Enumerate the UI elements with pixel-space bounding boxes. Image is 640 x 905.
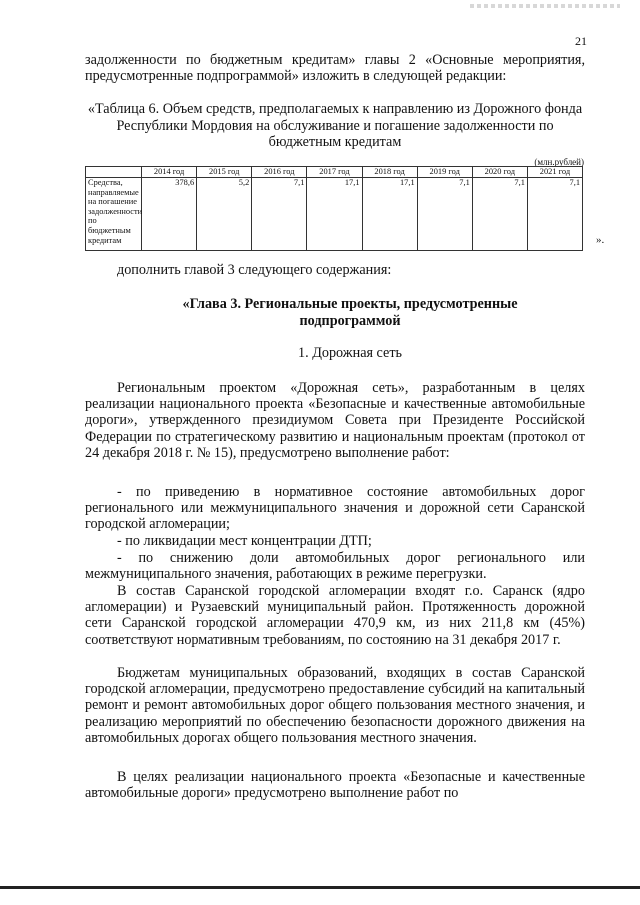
table-header-cell: 2019 год [417,167,472,178]
page-number: 21 [575,34,587,48]
table-cell: 17,1 [307,178,362,251]
table-header-cell: 2016 год [252,167,307,178]
table-cell: 7,1 [472,178,527,251]
table-cell: 5,2 [197,178,252,251]
scan-artifact-top [470,4,620,8]
table-header-cell: 2015 год [197,167,252,178]
table-cell: 7,1 [527,178,582,251]
paragraph-1: Региональным проектом «Дорожная сеть», разработанным в целях реализации национального проекта «Безопасные и качественные автомобильные дороги», утвержденного президиумом Совета при Президенте Российской Федерации по стратегическому развитию и национальным проектам (протокол от 24 декабря 2018 г. № 15), предусмотрено выполнение работ: [85,380,585,461]
table-row [86,178,583,251]
table-header-cell [86,167,142,178]
table-header-row [86,167,583,178]
table-header-cell: 2018 год [362,167,417,178]
table-row-label: Средства, направляемые на погашение задолженности по бюджетным кредитам [86,178,142,251]
chapter-title-line1: «Глава 3. Региональные проекты, предусмотренные [182,296,518,312]
table-units: (млн.рублей) [534,157,584,167]
quote-end-mark: ». [596,234,605,246]
bullet-1: - по приведению в нормативное состояние автомобильных дорог регионального или межмуниципального значения и дорожной сети Саранской городской агломерации; [85,484,585,533]
table-header-cell: 2021 год [527,167,582,178]
section-title: 1. Дорожная сеть [298,345,402,361]
table-cell: 17,1 [362,178,417,251]
paragraph-4: В целях реализации национального проекта «Безопасные и качественные автомобильные дороги» предусмотрено выполнение работ по [85,769,585,802]
table-title: «Таблица 6. Объем средств, предполагаемых к направлению из Дорожного фонда Республики Мордовия на обслуживание и погашение задолженности по бюджетным кредитам [87,101,583,150]
budget-table [85,166,583,251]
table-cell: 7,1 [417,178,472,251]
paragraph-3: Бюджетам муниципальных образований, входящих в состав Саранской городской агломерации, предусмотрено предоставление субсидий на капитальный ремонт и ремонт автомобильных дорог общего пользования местного значения, и реализацию мероприятий по обеспечению безопасности дорожного движения на автомобильных дорогах общего пользования местного значения. [85,665,585,746]
bullet-2: - по ликвидации мест концентрации ДТП; [117,533,372,549]
bullet-3: - по снижению доли автомобильных дорог регионального или межмуниципального значения, работающих в режиме перегрузки. [85,550,585,583]
table-header-cell: 2020 год [472,167,527,178]
table-header-cell: 2017 год [307,167,362,178]
scan-artifact-bottom [0,886,640,889]
chapter-title-line2: подпрограммой [299,313,401,329]
intro-text: задолженности по бюджетным кредитам» главы 2 «Основные мероприятия, предусмотренные подпрограммой» изложить в следующей редакции: [85,52,585,85]
table-cell: 378,6 [142,178,197,251]
paragraph-2: В состав Саранской городской агломерации входят г.о. Саранск (ядро агломерации) и Рузаевский муниципальный район. Протяженность дорожной сети Саранской городской агломерации 470,9 км, из них 211,8 км (45%) соответствуют нормативным требованиям, по состоянию на 31 декабря 2017 г. [85,583,585,648]
add-chapter-text: дополнить главой 3 следующего содержания: [117,262,392,278]
table-cell: 7,1 [252,178,307,251]
table-header-cell: 2014 год [142,167,197,178]
